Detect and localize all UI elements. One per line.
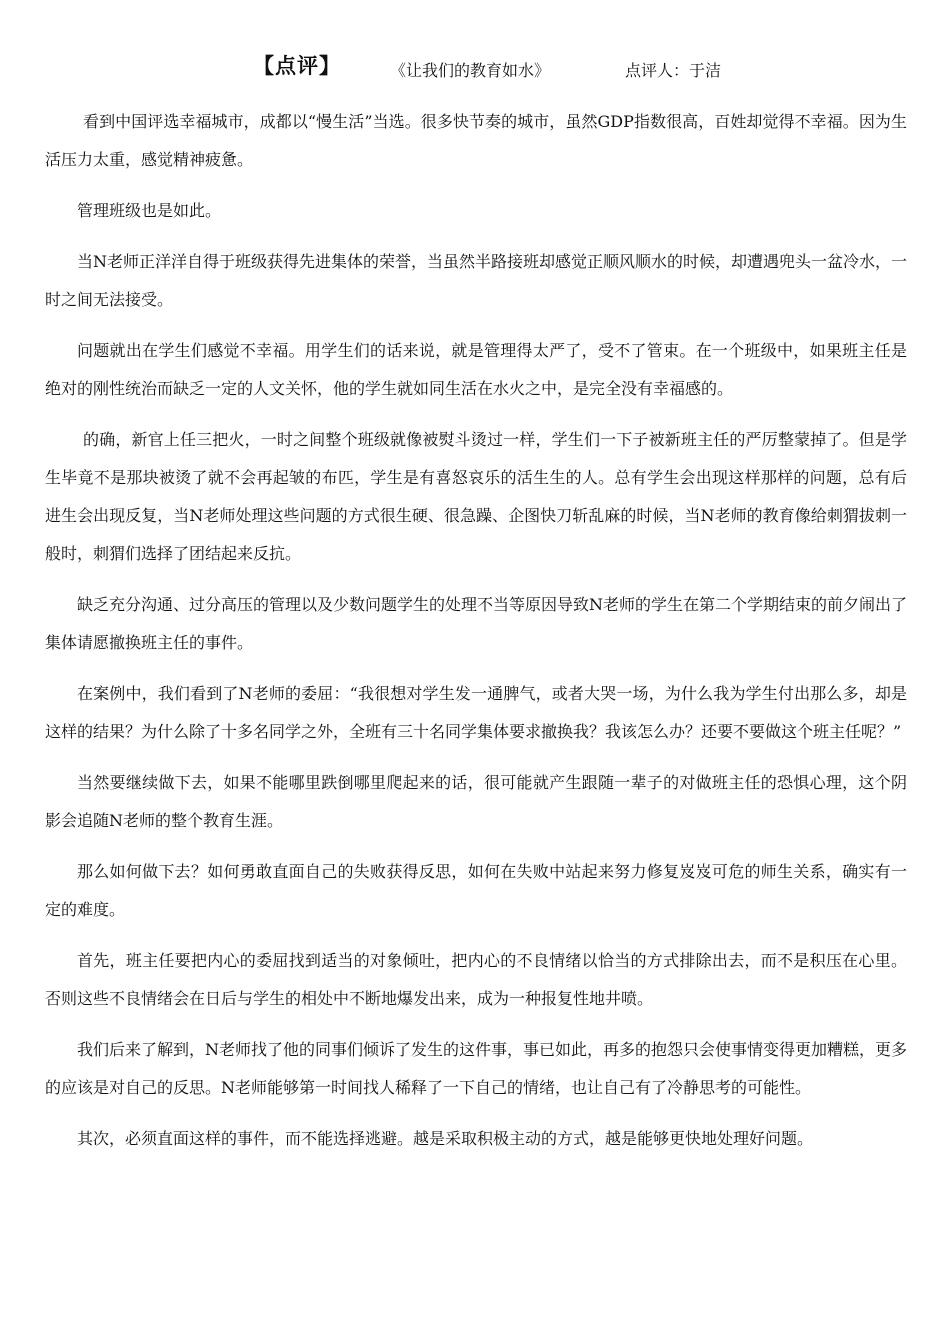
paragraph: 我们后来了解到，N老师找了他的同事们倾诉了发生的这件事，事已如此，再多的抱怨只会使事情变得更加糟糕，更多的应该是对自己的反思。N老师能够第一时间找人稀释了一下自己的情绪，也让自己有了冷静思考的可能性。 — [45, 1040, 908, 1097]
paragraph: 问题就出在学生们感觉不幸福。用学生们的话来说，就是管理得太严了，受不了管束。在一个班级中，如果班主任是绝对的刚性统治而缺乏一定的人文关怀，他的学生就如同生活在水火之中，是完全没有幸福感的。 — [45, 341, 907, 398]
paragraph: 首先，班主任要把内心的委屈找到适当的对象倾吐，把内心的不良情绪以恰当的方式排除出去，而不是积压在心里。否则这些不良情绪会在日后与学生的相处中不断地爆发出来，成为一种报复性地井喷。 — [45, 951, 907, 1008]
review-label: 【点评】 — [253, 53, 341, 78]
paragraph: 那么如何做下去？如何勇敢直面自己的失败获得反思，如何在失败中站起来努力修复岌岌可危的师生关系，确实有一定的难度。 — [45, 862, 907, 919]
paragraph: 当然要继续做下去，如果不能哪里跌倒哪里爬起来的话，很可能就产生跟随一辈子的对做班主任的恐惧心理，这个阴影会追随N老师的整个教育生涯。 — [45, 773, 907, 830]
document-body — [45, 103, 907, 1171]
document-header — [0, 46, 950, 86]
paragraph: 其次，必须直面这样的事件，而不能选择逃避。越是采取积极主动的方式，越是能够更快地处理好问题。 — [77, 1129, 814, 1148]
paragraph: 的确，新官上任三把火，一时之间整个班级就像被熨斗烫过一样，学生们一下子被新班主任的严厉整蒙掉了。但是学生毕竟不是那块被烫了就不会再起皱的布匹，学生是有喜怒哀乐的活生生的人。总有学生会出现这样那样的问题，总有后进生会出现反复，当N老师处理这些问题的方式很生硬、很急躁、企图快刀斩乱麻的时候，当N老师的教育像给刺猬拔刺一般时，刺猬们选择了团结起来反抗。 — [45, 430, 907, 563]
paragraph: 当N老师正洋洋自得于班级获得先进集体的荣誉，当虽然半路接班却感觉正顺风顺水的时候，却遭遇兜头一盆冷水，一时之间无法接受。 — [45, 252, 908, 309]
paragraph: 在案例中，我们看到了N老师的委屈：“我很想对学生发一通脾气，或者大哭一场，为什么我为学生付出那么多，却是这样的结果？为什么除了十多名同学之外，全班有三十名同学集体要求撤换我？我该怎么办？还要不要做这个班主任呢？” — [45, 684, 907, 741]
reviewer-name: 点评人：于洁 — [625, 61, 722, 80]
paragraph: 管理班级也是如此。 — [77, 201, 222, 220]
paragraph: 看到中国评选幸福城市，成都以“慢生活”当选。很多快节奏的城市，虽然GDP指数很高，百姓却觉得不幸福。因为生活压力太重，感觉精神疲惫。 — [45, 112, 907, 169]
article-title: 《让我们的教育如水》 — [390, 61, 551, 80]
paragraph: 缺乏充分沟通、过分高压的管理以及少数问题学生的处理不当等原因导致N老师的学生在第二个学期结束的前夕闹出了集体请愿撤换班主任的事件。 — [45, 595, 908, 652]
